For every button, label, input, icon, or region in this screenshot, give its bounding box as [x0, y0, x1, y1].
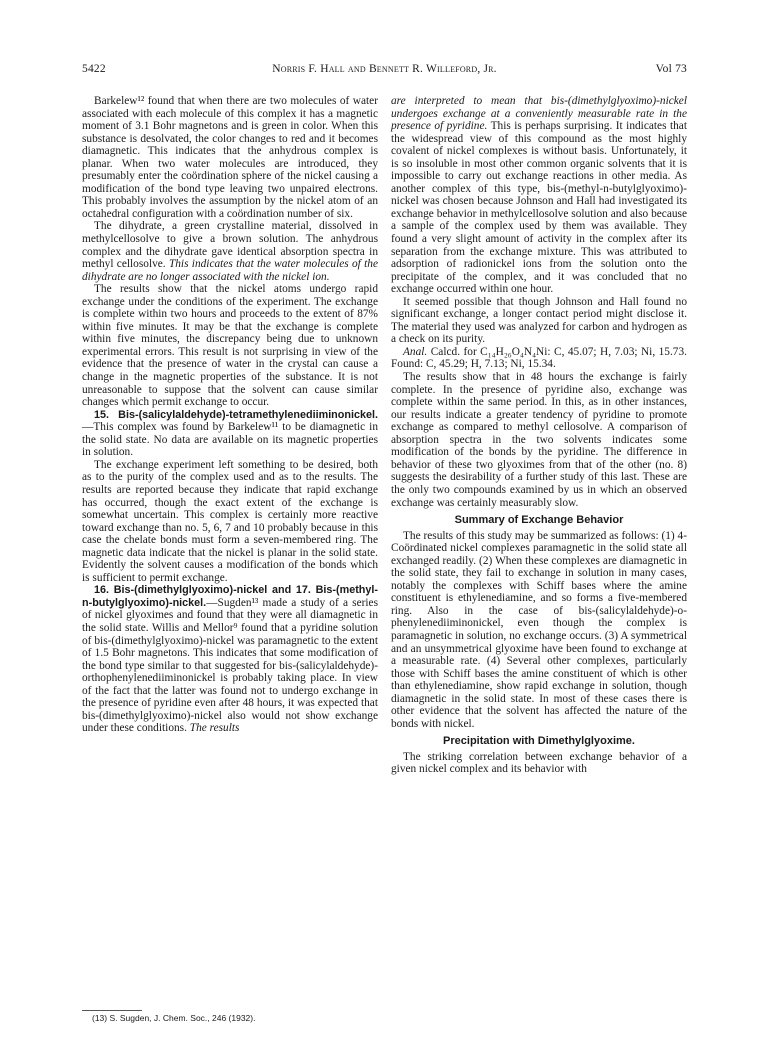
section-heading: Summary of Exchange Behavior	[454, 514, 624, 527]
section-heading: Precipitation with Dimethylglyoxime.	[443, 735, 635, 748]
paragraph-text-italic: are interpreted to mean that bis-(dimethylglyoximo)-nickel undergoes exchange at a conveniently measurable rate in the presence of pyridine.	[391, 95, 687, 133]
paragraph: The striking correlation between exchange behavior of a given nickel complex and its behavior with	[391, 750, 687, 776]
page-number: 5422	[82, 63, 106, 75]
paragraph	[391, 346, 687, 371]
paragraph-text: Calcd. for C₁₄H₂₆O₄N₄Ni: C, 45.07; H, 7.03; Ni, 15.73. Found: C, 45.29; H, 7.13; Ni, 15.34.	[391, 345, 687, 371]
paragraph-text: —This complex was found by Barkelew¹¹ to be diamagnetic in the solid state. No data are available on its magnetic properties in solution.	[82, 421, 378, 459]
paragraph-text-italic: The results	[189, 722, 240, 735]
volume-label: Vol 73	[655, 63, 687, 75]
paragraph	[391, 95, 687, 296]
section-lead: 16. Bis-(dimethylglyoximo)-nickel and 17. Bis-(methyl-n-butylglyoximo)-nickel.	[82, 584, 378, 609]
paragraph-text-italic: This indicates that the water molecules of the dihydrate are no longer associated with the nickel ion.	[82, 258, 378, 283]
left-column	[82, 95, 378, 735]
right-column	[391, 95, 687, 776]
paragraph: The results show that in 48 hours the exchange is fairly complete. In the presence of pyridine also, exchange was complete within the same period. In this, as in other instances, our results indicate a greater tendency of pyridine to promote exchange as compared to methyl cellosolve. A comparison of absorption spectra in the two solvents indicates some modification of the bonds by the pyridine. The difference in behavior of these two glyoximes from that of the other (no. 8) suggests the desirability of a further study of this last. These are the only two compounds examined by us in which an observed exchange was certainly measurably slow.	[391, 371, 687, 509]
footnote-rule	[82, 1010, 142, 1011]
footnote: (13) S. Sugden, J. Chem. Soc., 246 (1932).	[92, 1013, 256, 1023]
paragraph: The results of this study may be summarized as follows: (1) 4-Coördinated nickel complexes paramagnetic in the solid state all exchanged readily. (2) When these complexes are diamagnetic in the solid state, they fail to exchange in solution in many cases, notably the complexes with Schiff bases where the amine constituent is ethylenediamine, and so forms a five-membered ring. Also in the case of bis-(salicylaldehyde)-o-phenylenediiminonickel, even though the complex is paramagnetic in solution, no exchange occurs. (3) A symmetrical and an unsymmetrical glyoxime have been found to exchange at a measurable rate. (4) Several other complexes, particularly those with Schiff bases the amine constituent of which is other than ethylenediamine, show rapid exchange in solution, though diamagnetic in the solid state. In most of these cases there is other evidence that the solvent has affected the nature of the bonds with nickel.	[391, 529, 687, 730]
paragraph: The exchange experiment left something to be desired, both as to the purity of the complex used and as to the results. The results are reported because they indicate that rapid exchange has occurred, though the exact extent of the exchange is somewhat uncertain. This complex is certainly more reactive toward exchange than no. 5, 6, 7 and 10 probably because in this case the chelate bonds must form a seven-membered ring. The magnetic data indicate that the nickel is planar in the solid state. Evidently the solvent causes a modification of the bonds which is sufficient to permit exchange.	[82, 458, 378, 584]
running-title: Norris F. Hall and Bennett R. Willeford, Jr.	[272, 63, 497, 75]
paragraph	[82, 409, 378, 459]
page-header	[82, 63, 687, 79]
paragraph	[82, 584, 378, 735]
section-lead: 15. Bis-(salicylaldehyde)-tetramethylenediiminonickel.	[94, 408, 378, 421]
paragraph: It seemed possible that though Johnson and Hall found no significant exchange, a longer contact period might disclose it. The material they used was analyzed for carbon and hydrogen as a check on its purity.	[391, 295, 687, 346]
paragraph-text: —Sugden¹³ made a study of a series of nickel glyoximes and found that they were all diamagnetic in the solid state. Willis and Mellor⁹ found that a pyridine solution of bis-(dimethylglyoximo)-nickel was paramagnetic to the extent of 1.5 Bohr magnetons. This indicates that some modification of the bond type similar to that suggested for bis-(salicylaldehyde)-orthophenylenediiminonickel is probably taking place. In view of the fact that the latter was found not to undergo exchange in the presence of pyridine even after 48 hours, it was expected that bis-(dimethylglyoximo)-nickel also would not show exchange under these conditions.	[82, 596, 378, 735]
paragraph: Barkelew¹² found that when there are two molecules of water associated with each molecule of this complex it has a magnetic moment of 3.1 Bohr magnetons and is green in color. When this substance is desolvated, the color changes to red and it becomes diamagnetic. This indicates that the anhydrous complex is planar. When two water molecules are introduced, they presumably enter the coördination sphere of the nickel causing a modification of the bond type leaving two unpaired electrons. This probably involves the assumption by the nickel atom of an octahedral configuration with a coördination number of six.	[82, 95, 378, 220]
paragraph-text: This is perhaps surprising. It indicates that the widespread view of this compound as the most highly covalent of nickel complexes is without basis. Unfortunately, it is so insoluble in most other common organic solvents that it is impossible to carry out exchange reactions in other media. As another complex of this type, bis-(methyl-n-butylglyoximo)-nickel was chosen because Johnson and Hall had investigated its exchange behavior in methylcellosolve solution and also because a sample of the complex used by them was available. They found a very slight amount of activity in the complex after its separation from the exchange mixture. This was attributed to adsorption of radionickel ions from the solution onto the precipitate of the complex, and it was concluded that no exchange occurred within one hour.	[391, 120, 687, 296]
analysis-label: Anal.	[403, 345, 428, 358]
paragraph-text: The dihydrate, a green crystalline material, dissolved in methylcellosolve to give a brown solution. The anhydrous complex and the dihydrate gave identical absorption spectra in methyl cellosolve.	[82, 220, 378, 271]
paragraph	[82, 220, 378, 283]
paragraph: The results show that the nickel atoms undergo rapid exchange under the conditions of the experiment. The exchange is complete within two hours and proceeds to the extent of 87% within five minutes. It may be that the exchange is complete within five minutes, the discrepancy being due to unknown experimental errors. This result is not surprising in view of the evidence that the presence of water in the crystal can cause a change in the magnetic properties of the substance. It is not unreasonable to suppose that the solvent can cause similar changes which permit exchange to occur.	[82, 283, 378, 409]
